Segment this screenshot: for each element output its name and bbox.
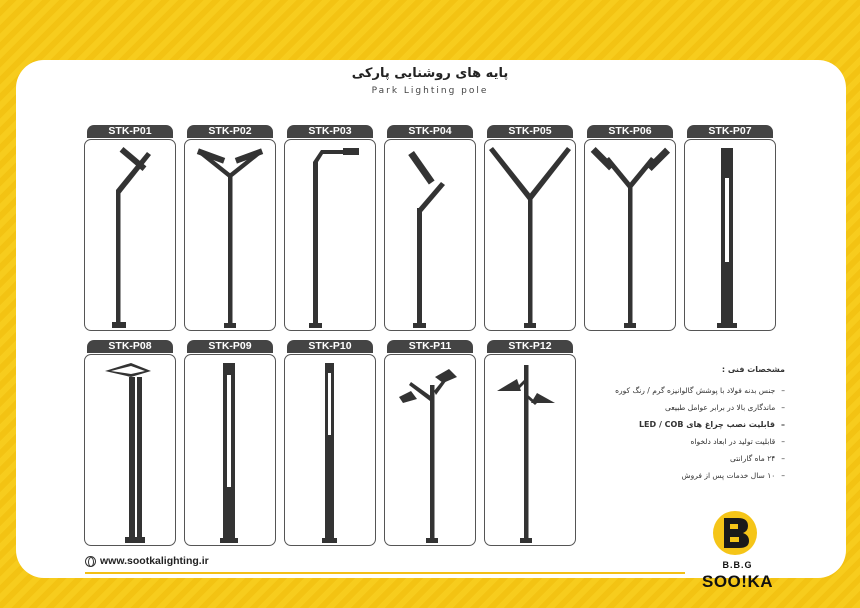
product-code-tag: STK-P02: [187, 125, 273, 138]
product-card-p03[interactable]: [284, 139, 376, 331]
product-code-tag: STK-P04: [387, 125, 473, 138]
angled-pole-icon: [385, 140, 477, 332]
product-code-tag: STK-P11: [387, 340, 473, 353]
spec-item: –جنس بدنه فولاد با پوشش گالوانیزه گرم / رنگ کوره: [615, 386, 785, 395]
product-code-tag: STK-P03: [287, 125, 373, 138]
page-title-en: Park Lighting pole: [371, 86, 489, 96]
product-code-tag: STK-P09: [187, 340, 273, 353]
spec-item: –ماندگاری بالا در برابر عوامل طبیعی: [665, 403, 785, 412]
brand-group: B.B.G: [722, 560, 753, 570]
bollard-column-icon: [685, 140, 777, 332]
product-card-p04[interactable]: [384, 139, 476, 331]
bbg-logo-icon: [712, 510, 758, 556]
top-light-column-icon: [285, 355, 377, 547]
product-card-p08[interactable]: [84, 354, 176, 546]
y-arm-pole-icon: [485, 140, 577, 332]
portal-pole-icon: [85, 355, 177, 547]
product-code-tag: STK-P05: [487, 125, 573, 138]
page-title-fa: پایه های روشنایی پارکی: [351, 66, 509, 81]
product-code-tag: STK-P08: [87, 340, 173, 353]
product-card-p06[interactable]: [584, 139, 676, 331]
twin-lantern-pole-icon: [385, 355, 477, 547]
twin-angled-arm-pole-icon: [585, 140, 677, 332]
product-code-tag: STK-P01: [87, 125, 173, 138]
spec-item: –۲۴ ماه گارانتی: [730, 454, 785, 463]
brand-name: SOO!KA: [702, 572, 773, 591]
single-arm-pole-icon: [85, 140, 177, 332]
footer-divider: [85, 572, 685, 574]
slotted-column-icon: [185, 355, 277, 547]
product-code-tag: STK-P07: [687, 125, 773, 138]
brand-logo: [700, 510, 775, 600]
product-card-p02[interactable]: [184, 139, 276, 331]
product-code-tag: STK-P06: [587, 125, 673, 138]
specs-title: مشخصات فنی :: [721, 365, 785, 374]
spec-item: –۱۰ سال خدمات پس از فروش: [681, 471, 785, 480]
product-card-p11[interactable]: [384, 354, 476, 546]
hook-arm-pole-icon: [285, 140, 377, 332]
product-card-p01[interactable]: [84, 139, 176, 331]
product-card-p07[interactable]: [684, 139, 776, 331]
website-url: www.sootkalighting.ir: [100, 555, 209, 567]
spec-item: –قابلیت تولید در ابعاد دلخواه: [690, 437, 785, 446]
twin-arm-pole-icon: [185, 140, 277, 332]
product-code-tag: STK-P10: [287, 340, 373, 353]
product-code-tag: STK-P12: [487, 340, 573, 353]
technical-specs: [585, 365, 785, 484]
product-card-p09[interactable]: [184, 354, 276, 546]
cone-shade-pole-icon: [485, 355, 577, 547]
product-card-p05[interactable]: [484, 139, 576, 331]
website-link[interactable]: [85, 555, 209, 567]
globe-icon: [85, 556, 96, 567]
spec-item: –قابلیت نصب چراغ های LED / COB: [638, 420, 785, 429]
product-card-p10[interactable]: [284, 354, 376, 546]
product-card-p12[interactable]: [484, 354, 576, 546]
